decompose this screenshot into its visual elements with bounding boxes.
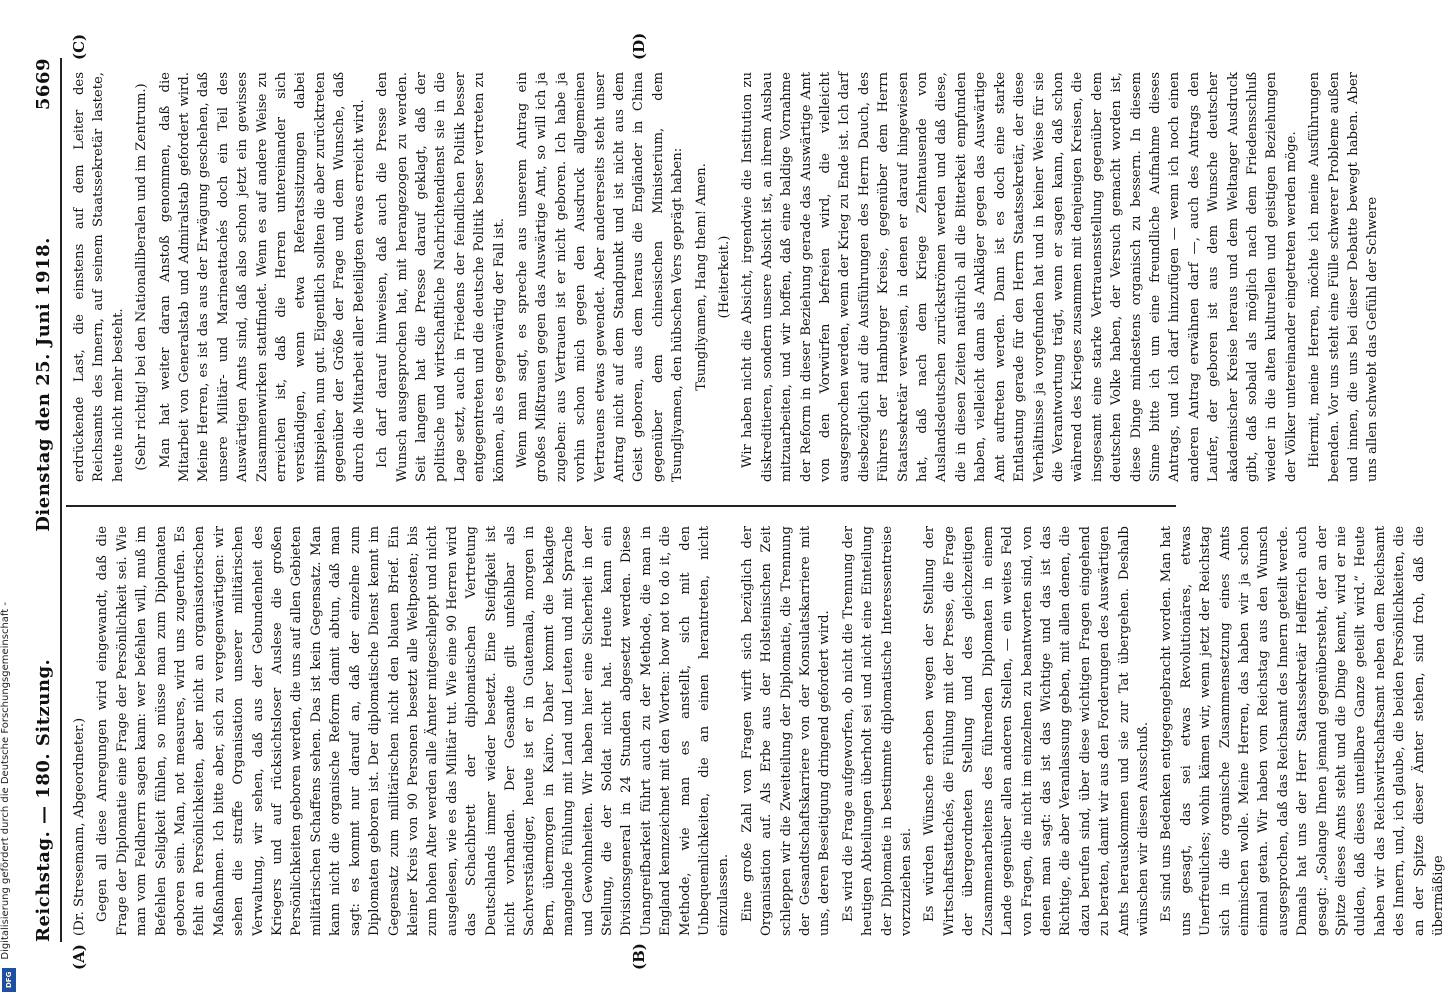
paragraph: Wenn man sagt, es spreche aus unserem Antrag ein großes Mißtrauen gegen das Auswärtige Amt, so will ich ja zugeben: aus Vertrauen ist er nicht geboren. Ich habe ja vorhin schon mich gegen den Ausdruck allgemeinen Vertrauens etwas gewendet. Aber andererseits steht unser Antrag nicht auf dem Standpunkt und ist nicht aus dem Geist geboren, aus dem heraus die Engländer in China gegenüber dem chinesischen Ministerium, dem Tsungliyamen, den hübschen Vers geprägt haben:: [514, 72, 686, 482]
margin-letter-d: (D): [630, 32, 648, 60]
paragraph: Wir haben nicht die Absicht, irgendwie die Institution zu diskreditieren, sondern unsere Absicht ist, an ihrem Ausbau mitzuarbeiten, und wir hoffen, daß eine baldige Vornahme der Reform in dieser Beziehung gerade das Auswärtige Amt von den Vorwürfen befreien wird, die vielleicht ausgesprochen werden, wenn der Krieg zu Ende ist. Ich darf diesbezüglich auf die Ausführungen des Herrn Dauch, des Führers der Hamburger Kreise, gegenüber dem Herrn Staatssekretär verweisen, in denen er darauf hingewiesen hat, daß nach dem Kriege Zehntausende von Auslandsdeutschen zurückströmen werden und daß diese, die in diesen Zeiten natürlich all die Bitterkeit empfunden haben, vielleicht dann als Ankläger gegen das Auswärtige Amt auftreten werden. Dann ist es doch eine starke Entlastung gerade für den Herrn Staatssekretär, der diese Verhältnisse ja vorgefunden hat und in keiner Weise für sie die Verantwortung trägt, wenn er sagen kann, daß schon während des Krieges zusammen mit denjenigen Kreisen, die insgesamt eine starke Vertrauensstellung gegenüber dem deutschen Volke haben, der Versuch gemacht worden ist, diese Dinge mindestens organisch zu bessern. In diesem Sinne bitte ich um eine freundliche Aufnahme dieses Antrags, und ich darf hinzufügen — wenn ich noch einen anderen Antrag erwähnen darf —, auch des Antrags den Laufer, der geboren ist aus dem Wunsche deutscher akademischer Kreise heraus und dem Weltanger Ausdruck gibt, daß sobald als möglich nach dem Friedensschluß wieder in die alten kulturellen und geistigen Beziehungen der Völker untereinander eingetreten werden möge.: [740, 72, 1299, 482]
paragraph: Es wird die Frage aufgeworfen, ob nicht die Trennung der heutigen Abteilungen überholt sei und nicht eine Einteilung der Diplomatie in bestimmte diplomatische Interessentreise vorzuziehen sei.: [840, 526, 915, 936]
page-number: 5669: [33, 58, 54, 111]
header-center: Dienstag den 25. Juni 1918.: [33, 237, 54, 532]
interjection: (Sehr richtig! bei den Nationalliberalen und im Zentrum.): [134, 83, 150, 471]
page-header: [20, 58, 62, 942]
dfg-logo: DFG: [2, 968, 16, 992]
left-column: [70, 526, 1447, 936]
right-column: [70, 72, 1381, 482]
paragraph: Es würden Wünsche erhoben wegen der Stellung der Wirtschaftsattachés, die Fühlung mit der Presse, die Frage der übergeordneten Stellung und des gleichzeitigen Zusammenarbeitens des führenden Diplomaten in einem Lande gegenüber allen anderen Stellen, — ein weites Feld von Fragen, die nicht im einzelnen zu beantworten sind, von denen man sagt: das ist das Wichtige und das ist das Richtige, die aber Veranlassung geben, mit allen denen, die dazu berufen sind, über diese wichtigen Fragen eingehend zu beraten, damit wir aus den Forderungen des Auswärtigen Amts herauskommen und sie zur Tat übergehen. Deshalb wünschen wir diesen Ausschuß.: [922, 526, 1151, 936]
paragraph: erdrückende Last, die einstens auf dem Leiter des Reichsamts des Innern, auf seinem Staatssekretär lastete, heute nicht mehr besteht.: [72, 72, 126, 482]
margin-letter-a: (A): [70, 944, 88, 970]
column-divider: [66, 505, 1176, 507]
digitization-credit-strip: [0, 0, 18, 1000]
paragraph: Gegen all diese Anregungen wird eingewandt, daß die Frage der Diplomatie eine Frage der Persönlichkeit sei. Wie man vom Feldherrn sagen kann: wer befehlen will, muß im Befehlen Seligkeit fühlen, so müsse man zum Diplomaten geboren sein. Man, not measures, wird uns zugerufen. Es fehlt an Persönlichkeiten, aber nicht an organisatorischen Maßnahmen. Ich bitte aber, sich zu vergegenwärtigen: wir sehen die straffe Organisation unserer militärischen Verwaltung, wir sehen, daß aus der Gebundenheit des Kriegers und auf rücksichtsloser Auslese die großen Persönlichkeiten geboren werden, die uns auf allen Gebieten militärischen Schaffens sehen. Das ist kein Gegensatz. Man kann nicht die organische Reform damit abtun, daß man sagt: es kommt nur darauf an, daß der einzelne zum Diplomaten geboren ist. Der diplomatische Dienst kennt im Gegensatz zum militärischen nicht den blauen Brief. Ein kleiner Kreis von 90 Personen besetzt alle Weltposten; bis zum hohen Alter werden alle Ämter mitgeschleppt und nicht ausgelesen, wie es das Militär tut. Wie eine 90 Herren wird das Schachbrett der diplomatischen Vertretung Deutschlands immer wieder besetzt. Eine Steifigkeit ist nicht vorhanden. Der Gesandte gilt unfehlbar als Sachverständiger, heute ist er in Guatemala, morgen in Bern, übermorgen in Kairo. Daher kommt die beklagte mangelnde Fühlung mit Land und Leuten und mit Sprache und Gewohnheiten. Wir haben hier eine Sicherheit in der Stellung, die der Soldat nicht hat. Heute kann ein Divisionsgeneral in 24 Stunden abgesetzt werden. Diese Unangreifbarkeit führt auch zu der Methode, die man in England kennzeichnet mit den Worten: how not to do it, die Methode, wie man es anstellt, sich mit den Unbequemlichkeiten, die an einen herantreten, nicht einzulassen.: [95, 526, 732, 936]
header-left: Reichstag. — 180. Sitzung.: [33, 658, 54, 942]
paragraph: Es sind uns Bedenken entgegengebracht worden. Man hat uns gesagt, das sei etwas Revolutionäres, etwas Unerfreuliches; wohin kämen wir, wenn jetzt der Reichstag sich in die organische Zusammensetzung eines Amts einmischen wolle. Meine Herren, das haben wir ja schon einmal getan. Wir haben vom Reichstag aus den Wunsch ausgesprochen, daß das Reichsamt des Innern geteilt werde. Damals hat uns der Herr Staatssekretär Helfferich auch gesagt: „Solange Ihnen jemand gegenübersteht, der an der Spitze dieses Amts steht und die Dinge kennt, wird er nie dulden, daß dieses unteilbare Ganze geteilt wird.“ Heute haben wir das Reichswirtschaftsamt neben dem Reichsamt des Innern, und, ich glaube, die beiden Persönlichkeiten, die an der Spitze dieser Ämter stehen, sind froh, daß die übermäßige: [1159, 526, 1447, 936]
paragraph: Eine große Zahl von Fragen wirft sich bezüglich der Organisation auf. Als Erbe aus der Holsteinischen Zeit schleppen wir die Zweiteilung der Diplomatie, die Trennung der Gesandtschaftskarriere von der Konsulatskarriere mit uns, deren Beseitigung dringend gefordert wird.: [739, 526, 833, 936]
interjection: (Heiterkeit.): [717, 235, 732, 319]
verse: Tsungliyamen, Hang them! Amen.: [693, 163, 709, 391]
paragraph: Man hat weiter daran Anstoß genommen, daß die Mitarbeit von Generalstab und Admiralstab gefordert wird. Meine Herren, es ist das aus der Erwägung geschehen, daß unsere Militär- und Marineattachés doch ein Teil des Auswärtigen Amts sind, daß also schon jetzt ein gewisses Zusammenwirken stattfindet. Wenn es auf andere Weise zu erreichen ist, daß die Herren untereinander sich verständigen, wenn etwa Referatssitzungen dabei mitspielen, nun gut. Eigentlich sollten die aber zurücktreten gegenüber der Größe der Frage und dem Wunsche, daß durch die Mitarbeit aller Beteiligten etwas erreicht wird.: [157, 72, 367, 482]
margin-letter-b: (B): [630, 943, 648, 970]
paragraph: Ich darf darauf hinweisen, daß auch die Presse den Wunsch ausgesprochen hat, mit herangezogen zu werden. Seit langem hat die Presse darauf geklagt, daß der politische und wirtschaftliche Nachrichtendienst sie in die Lage setzt, auch in Friedens der feindlichen Politik besser entgegentreten und die deutsche Politik besser vertreten zu können, als es gegenwärtig der Fall ist.: [375, 72, 507, 482]
paragraph: Hiermit, meine Herren, möchte ich meine Ausführungen beenden. Vor uns steht eine Fülle schwerer Probleme außen und innen, die uns bei dieser Debatte bewegt haben. Aber uns allen schwebt das Gefühl der Schwere: [1307, 72, 1381, 482]
digitization-credit: Digitalisierung gefördert durch die Deutsche Forschungsgemeinschaft -: [0, 602, 11, 960]
margin-letter-c: (C): [70, 33, 88, 60]
speaker-attribution: (Dr. Stresemann, Abgeordneter.): [72, 717, 87, 936]
